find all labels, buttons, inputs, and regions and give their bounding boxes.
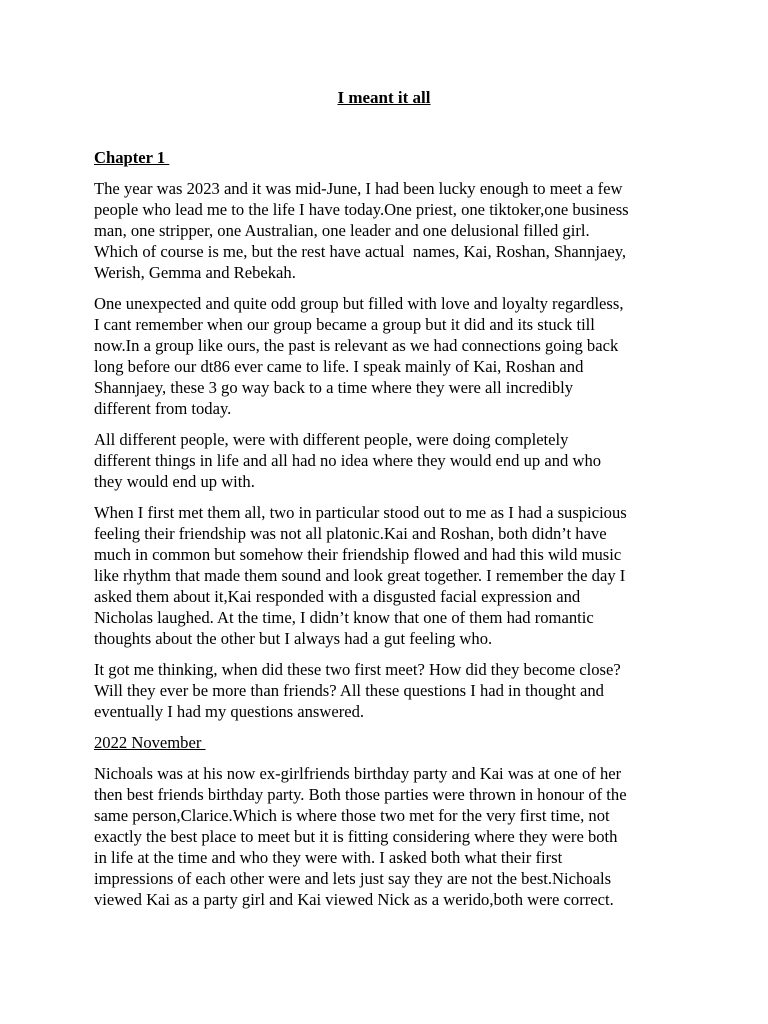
paragraph-2 xyxy=(94,293,684,419)
text-line: One unexpected and quite odd group but filled with love and loyalty regardless, xyxy=(94,294,624,313)
text-line: much in common but somehow their friendship flowed and had this wild music xyxy=(94,545,622,564)
text-line: eventually I had my questions answered. xyxy=(94,702,365,721)
text-line: people who lead me to the life I have today.One priest, one tiktoker,one business xyxy=(94,200,629,219)
document-body xyxy=(94,147,684,920)
text-line: The year was 2023 and it was mid-June, I had been lucky enough to meet a few xyxy=(94,179,623,198)
text-line: Which of course is me, but the rest have actual names, Kai, Roshan, Shannjaey, xyxy=(94,242,627,261)
text-line: now.In a group like ours, the past is relevant as we had connections going back xyxy=(94,336,619,355)
text-line: All different people, were with different people, were doing completely xyxy=(94,430,569,449)
text-line: like rhythm that made them sound and look great together. I remember the day I xyxy=(94,566,626,585)
text-line: man, one stripper, one Australian, one leader and one delusional filled girl. xyxy=(94,221,590,240)
text-line: I cant remember when our group became a group but it did and its stuck till xyxy=(94,315,595,334)
text-line: Nichoals was at his now ex-girlfriends birthday party and Kai was at one of her xyxy=(94,764,622,783)
text-line: Nicholas laughed. At the time, I didn’t know that one of them had romantic xyxy=(94,608,594,627)
text-line: they would end up with. xyxy=(94,472,255,491)
text-line: same person,Clarice.Which is where those two met for the very first time, not xyxy=(94,806,610,825)
paragraph-6 xyxy=(94,763,684,910)
text-line: different things in life and all had no idea where they would end up and who xyxy=(94,451,602,470)
paragraph-4 xyxy=(94,502,684,649)
paragraph-1 xyxy=(94,178,684,283)
paragraph-3 xyxy=(94,429,684,492)
document-title: I meant it all xyxy=(337,88,431,107)
text-line: Shannjaey, these 3 go way back to a time where they were all incredibly xyxy=(94,378,574,397)
text-line: impressions of each other were and lets just say they are not the best.Nichoals xyxy=(94,869,612,888)
text-line: long before our dt86 ever came to life. I speak mainly of Kai, Roshan and xyxy=(94,357,584,376)
chapter-heading: Chapter 1 xyxy=(94,148,170,167)
text-line: viewed Kai as a party girl and Kai viewed Nick as a werido,both were correct. xyxy=(94,890,614,909)
text-line: When I first met them all, two in particular stood out to me as I had a suspicious xyxy=(94,503,627,522)
date-heading: 2022 November xyxy=(94,733,206,752)
text-line: It got me thinking, when did these two first meet? How did they become close? xyxy=(94,660,621,679)
text-line: feeling their friendship was not all platonic.Kai and Roshan, both didn’t have xyxy=(94,524,607,543)
text-line: Will they ever be more than friends? All these questions I had in thought and xyxy=(94,681,604,700)
text-line: exactly the best place to meet but it is fitting considering where they were both xyxy=(94,827,618,846)
paragraph-5 xyxy=(94,659,684,722)
text-line: asked them about it,Kai responded with a disgusted facial expression and xyxy=(94,587,581,606)
text-line: then best friends birthday party. Both those parties were thrown in honour of the xyxy=(94,785,627,804)
text-line: Werish, Gemma and Rebekah. xyxy=(94,263,296,282)
text-line: different from today. xyxy=(94,399,232,418)
text-line: in life at the time and who they were with. I asked both what their first xyxy=(94,848,563,867)
text-line: thoughts about the other but I always had a gut feeling who. xyxy=(94,629,493,648)
